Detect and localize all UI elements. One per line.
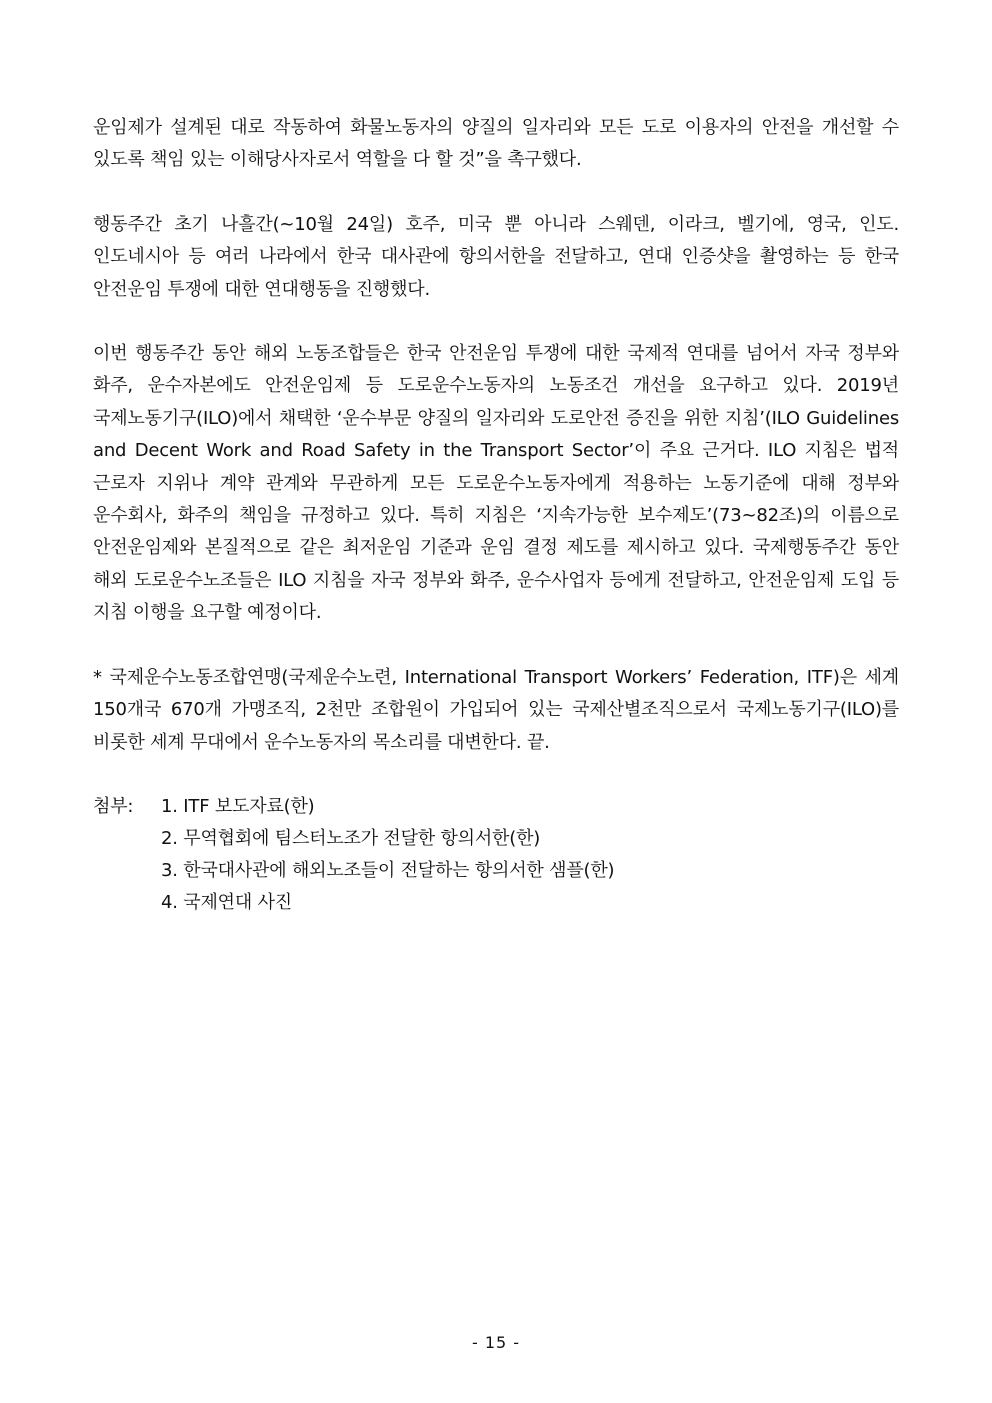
attachment-item: 1. ITF 보도자료(한) bbox=[161, 795, 315, 817]
paragraph-solidarity-actions: 행동주간 초기 나흘간(~10월 24일) 호주, 미국 뿐 아니라 스웨덴, 이라크, 벨기에, 영국, 인도. 인도네시아 등 여러 나라에서 한국 대사관에 항의서한을 전달하고, 연대 인증샷을 촬영하는 등 한국 안전운임 투쟁에 대한 연대행동을 진행했다. bbox=[93, 213, 899, 300]
attachments-list bbox=[161, 791, 614, 919]
attachment-item: 2. 무역협회에 팀스터노조가 전달한 항의서한(한) bbox=[161, 827, 541, 849]
paragraph-ilo-guidelines: 이번 행동주간 동안 해외 노동조합들은 한국 안전운임 투쟁에 대한 국제적 연대를 넘어서 자국 정부와 화주, 운수자본에도 안전운임제 등 도로운수노동자의 노동조건 개선을 요구하고 있다. 2019년 국제노동기구(ILO)에서 채택한 ‘운수부문 양질의 일자리와 도로안전 증진을 위한 지침’(ILO Guidelines and Decent Work and Road Safety in the Transport Sector’이 주요 근거다. ILO 지침은 법적 근로자 지위나 계약 관계와 무관하게 모든 도로운수노동자에게 적용하는 노동기준에 대해 정부와 운수회사, 화주의 책임을 규정하고 있다. 특히 지침은 ‘지속가능한 보수제도’(73~82조)의 이름으로 안전운임제와 본질적으로 같은 최저운임 기준과 운임 결정 제도를 제시하고 있다. 국제행동주간 동안 해외 도로운수노조들은 ILO 지침을 자국 정부와 화주, 운수사업자 등에게 전달하고, 안전운임제 도입 등 지침 이행을 요구할 예정이다. bbox=[93, 343, 899, 624]
attachment-item: 3. 한국대사관에 해외노조들이 전달하는 항의서한 샘플(한) bbox=[161, 859, 615, 881]
attachments-label: 첨부: bbox=[93, 795, 134, 817]
paragraph-itf-footnote: * 국제운수노동조합연맹(국제운수노련, International Transport Workers’ Federation, ITF)은 세계 150개국 670개 가맹조직, 2천만 조합원이 가입되어 있는 국제산별조직으로서 국제노동기구(ILO)를 비롯한 세계 무대에서 운수노동자의 목소리를 대변한다. 끝. bbox=[93, 666, 899, 753]
attachment-item: 4. 국제연대 사진 bbox=[161, 891, 292, 913]
paragraph-safe-freight-appeal: 운임제가 설계된 대로 작동하여 화물노동자의 양질의 일자리와 모든 도로 이용자의 안전을 개선할 수 있도록 책임 있는 이해당사자로서 역할을 다 할 것”을 촉구했다. bbox=[93, 117, 899, 171]
document-body bbox=[93, 112, 899, 919]
attachments-section bbox=[93, 791, 899, 919]
page-number: - 15 - bbox=[471, 1333, 521, 1352]
